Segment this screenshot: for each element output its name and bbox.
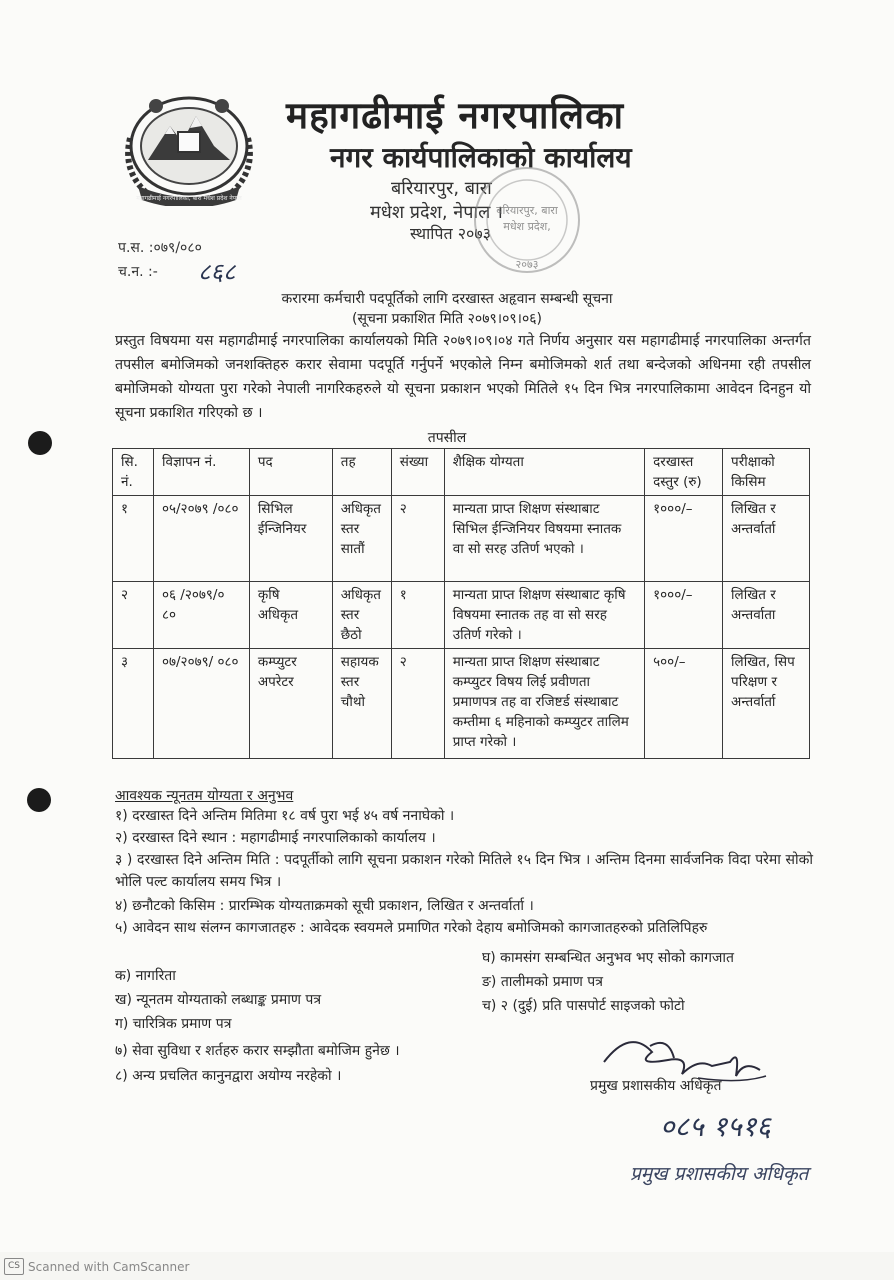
table-caption: तपसील (427, 430, 467, 446)
cell-qualification: मान्यता प्राप्त शिक्षण संस्थाबाट कम्प्युटर विषय लिई प्रवीणता प्रमाणपत्र तह वा रजिष्टर्ड संस्थाबाट कम्तीमा ६ महिनाको कम्प्युटर तालिम प्राप्त गरेको । (444, 649, 644, 759)
notice-intro-paragraph: प्रस्तुत विषयमा यस महागढीमाई नगरपालिका कार्यालयको मिति २०७९।०९।०४ गते निर्णय अनुसार यस महागढीमाई नगरपालिका अन्तर्गत तपसील बमोजिमको जनशक्तिहरु करार सेवामा पदपूर्ति गर्नुपर्ने भएकोले निम्न बमोजिमको शर्त तथा बन्देजको अधिनमा रही तपसील बमोजिमको योग्यता पुरा गरेको नेपाली नागरिकहरुले यो सूचना प्रकाशन भएको मितिले १५ दिन भित्र नगरपालिकामा आवेदन दिनहुन यो सूचना प्रकाशित गरिएको छ । (115, 333, 811, 421)
cell-exam-type: लिखित, सिप परिक्षण र अन्तर्वार्ता (723, 649, 810, 759)
camscanner-logo-icon: CS (4, 1258, 24, 1275)
cell-advertisement-no: ०५/२०७९ /०८० (153, 496, 249, 582)
cell-fee: ५००/– (645, 649, 723, 759)
cell-fee: १०००/– (645, 496, 723, 582)
cell-serial: २ (113, 582, 154, 649)
requirement-item: १) दरखास्त दिने अन्तिम मितिमा १८ वर्ष पुरा भई ४५ वर्ष ननाघेको । (115, 808, 455, 824)
cell-exam-type: लिखित र अन्तर्वाता (723, 582, 810, 649)
requirement-item: ८) अन्य प्रचलित कानुनद्वारा अयोग्य नरहेको । (115, 1068, 342, 1084)
svg-text:मधेश प्रदेश,: मधेश प्रदेश, (503, 220, 551, 233)
cell-serial: १ (113, 496, 154, 582)
address-line-2: मधेश प्रदेश, नेपाल । (370, 202, 503, 223)
cell-fee: १०००/– (645, 582, 723, 649)
office-stamp-icon (462, 158, 592, 283)
document-item: ख) न्यूनतम योग्यताको लब्धाङ्क प्रमाण पत्र (115, 992, 322, 1008)
vacancy-table (112, 448, 810, 759)
dispatch-label: च.न. :- (118, 264, 158, 280)
scanner-footer (4, 1258, 189, 1275)
document-item: घ) कामसंग सम्बन्धित अनुभव भए सोको कागजात (482, 950, 735, 966)
cell-qualification: मान्यता प्राप्त शिक्षण संस्थाबाट सिभिल ईन्जिनियर विषयमा स्नातक वा सो सरह उतिर्ण भएको । (444, 496, 644, 582)
table-row (113, 582, 810, 649)
table-row (113, 649, 810, 759)
header-qualification: शैक्षिक योग्यता (444, 449, 644, 496)
signature-area (590, 1018, 820, 1208)
established-line: स्थापित २०७३ (410, 224, 491, 243)
cell-advertisement-no: ०७/२०७९/ ०८० (153, 649, 249, 759)
svg-text:महागढीमाई नगरपालिका, बारा मधेश: महागढीमाई नगरपालिका, बारा मधेश प्रदेश नेपाल (136, 195, 242, 202)
requirements-heading: आवश्यक न्यूनतम योग्यता र अनुभव (115, 788, 294, 804)
letter-number: प.स. :०७९/०८० (118, 240, 202, 256)
svg-text:२०७३: २०७३ (515, 258, 539, 271)
requirement-item: ५) आवेदन साथ संलग्न कागजातहरु : आवेदक स्वयमले प्रमाणित गरेको देहाय बमोजिमको कागजातहरुको प्रतिलिपिहरु (115, 920, 708, 936)
header-serial: सि. नं. (113, 449, 154, 496)
table-header-row (113, 449, 810, 496)
notice-published-date: (सूचना प्रकाशित मिति २०७९।०९।०६) (352, 311, 542, 327)
cell-post: सिभिल ईन्जिनियर (249, 496, 332, 582)
signatory-title: प्रमुख प्रशासकीय अधिकृत (590, 1078, 722, 1094)
svg-text:बरियारपुर, बारा: बरियारपुर, बारा (496, 204, 558, 217)
requirement-item: ४) छनौटको किसिम : प्रारम्भिक योग्यताक्रमको सूची प्रकाशन, लिखित र अन्तर्वार्ता । (115, 898, 534, 914)
notice-title: करारमा कर्मचारी पदपूर्तिको लागि दरखास्त अहृवान सम्बन्धी सूचना (281, 291, 613, 307)
cell-post: कृषि अधिकृत (249, 582, 332, 649)
punch-hole-bottom (27, 788, 51, 812)
municipality-logo-icon (118, 80, 260, 206)
municipality-name: महागढीमाई नगरपालिका (286, 94, 625, 137)
cell-exam-type: लिखित र अन्तर्वार्ता (723, 496, 810, 582)
cell-qualification: मान्यता प्राप्त शिक्षण संस्थाबाट कृषि विषयमा स्नातक तह वा सो सरह उतिर्ण गरेको । (444, 582, 644, 649)
cell-post: कम्प्युटर अपरेटर (249, 649, 332, 759)
cell-level: सहायक स्तर चौथो (332, 649, 391, 759)
header-advertisement-no: विज्ञापन नं. (153, 449, 249, 496)
document-item: ग) चारित्रिक प्रमाण पत्र (115, 1016, 232, 1032)
handwritten-title: प्रमुख प्रशासकीय अधिकृत (630, 1163, 809, 1185)
header-level: तह (332, 449, 391, 496)
header-count: संख्या (391, 449, 444, 496)
office-name: नगर कार्यपालिकाको कार्यालय (330, 141, 632, 174)
document-item: च) २ (दुई) प्रति पासपोर्ट साइजको फोटो (482, 998, 685, 1014)
cell-advertisement-no: ०६ /२०७९/० ८० (153, 582, 249, 649)
header-post: पद (249, 449, 332, 496)
document-item: क) नागरिता (115, 968, 176, 984)
scanner-text: Scanned with CamScanner (28, 1259, 190, 1274)
dispatch-number-handwritten: ८६८ (198, 258, 236, 286)
cell-count: १ (391, 582, 444, 649)
handwritten-number: ०८५ १५१६ (660, 1110, 771, 1143)
cell-level: अधिकृत स्तर छैठो (332, 582, 391, 649)
requirement-item: २) दरखास्त दिने स्थान : महागढीमाई नगरपालिकाको कार्यालय । (115, 830, 436, 846)
header-exam-type: परीक्षाको किसिम (723, 449, 810, 496)
address-line-1: बरियारपुर, बारा (391, 178, 492, 199)
signature-mark-icon (604, 1042, 760, 1076)
cell-serial: ३ (113, 649, 154, 759)
header-fee: दरखास्त दस्तुर (रु) (645, 449, 723, 496)
cell-count: २ (391, 649, 444, 759)
cell-level: अधिकृत स्तर सातौं (332, 496, 391, 582)
requirement-item: ३ ) दरखास्त दिने अन्तिम मिति : पदपूर्तीको लागि सूचना प्रकाशन गरेको मितिले १५ दिन भित्र । अन्तिम दिनमा सार्वजनिक विदा परेमा सोको भोलि पल्ट कार्यालय समय भित्र । (115, 852, 813, 890)
requirement-item: ७) सेवा सुविधा र शर्तहरु करार सम्झौता बमोजिम हुनेछ । (115, 1043, 400, 1059)
table-row (113, 496, 810, 582)
document-item: ङ) तालीमको प्रमाण पत्र (482, 974, 603, 990)
cell-count: २ (391, 496, 444, 582)
